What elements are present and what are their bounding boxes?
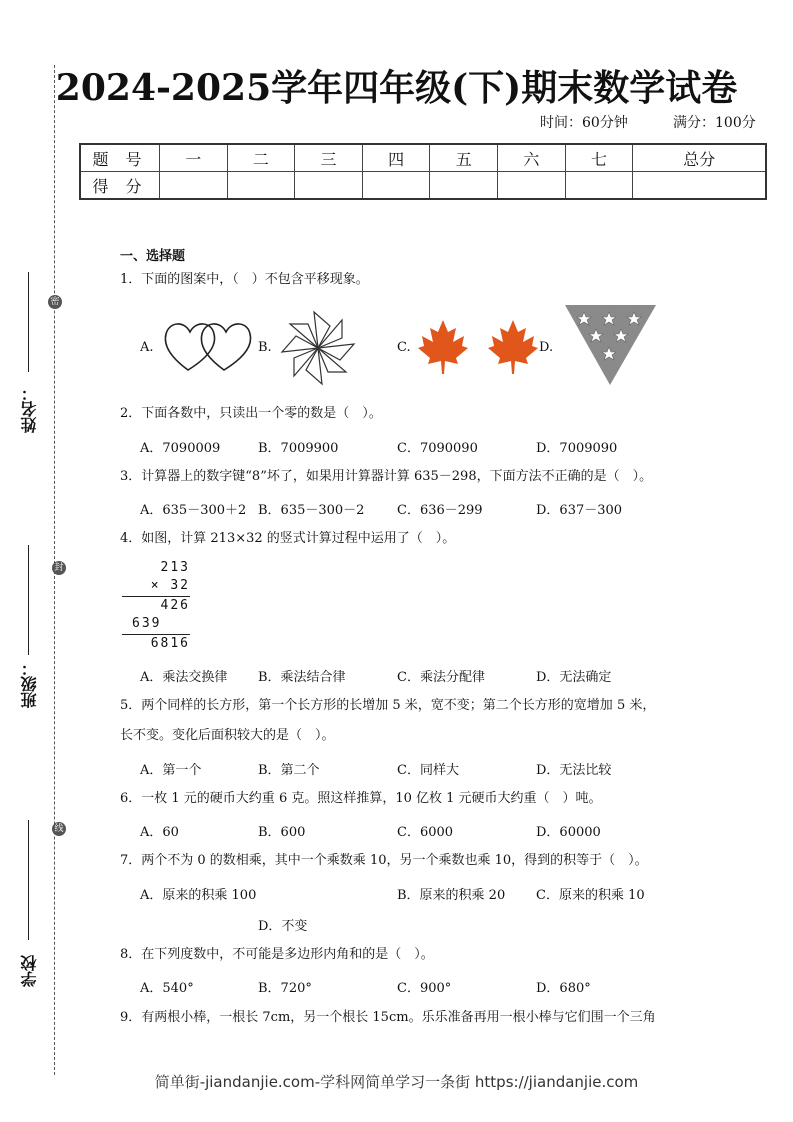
- question-7-stem: 7．两个不为 0 的数相乘，其中一个乘数乘 10，另一个乘数也乘 10，得到的积等于（ ）。: [120, 853, 648, 868]
- time-label: 时间：: [540, 115, 582, 131]
- footer-watermark: 简单街-jiandanjie.com-学科网简单学习一条街 https://jiandanjie.com: [154, 1073, 639, 1091]
- pinwheel-figure: [278, 308, 358, 388]
- score-input-cell[interactable]: [295, 172, 363, 200]
- class-underline: [28, 545, 29, 655]
- vertical-multiplication: [122, 560, 190, 654]
- score-input-cell[interactable]: [565, 172, 633, 200]
- score-cell-header: 二: [227, 144, 295, 172]
- q4-option-d: D．无法确定: [536, 670, 612, 685]
- q5-option-b: B．第二个: [258, 763, 320, 778]
- calc-line-2: × 32: [122, 578, 190, 597]
- q5-option-c: C．同样大: [397, 763, 459, 778]
- time-value: 60分钟: [582, 115, 628, 131]
- q6-option-d: D．60000: [536, 825, 601, 840]
- seal-mark-feng: 封: [52, 561, 66, 575]
- q4-option-b: B．乘法结合律: [258, 670, 346, 685]
- question-9-stem: 9．有两根小棒，一根长 7cm，另一个根长 15cm。乐乐准备再用一根小棒与它们围一个三角: [120, 1010, 656, 1025]
- q3-option-d: D．637－300: [536, 503, 623, 518]
- q2-option-d: D．7009090: [536, 441, 618, 456]
- score-input-cell[interactable]: [160, 172, 228, 200]
- score-info: [673, 112, 756, 132]
- q4-option-c: C．乘法分配律: [397, 670, 485, 685]
- score-cell-header: 五: [430, 144, 498, 172]
- q3-option-a: A．635－300＋2: [140, 503, 247, 518]
- q3-option-b: B．635－300－2: [258, 503, 365, 518]
- q8-option-d: D．680°: [536, 981, 591, 996]
- full-score-label: 满分：: [673, 115, 715, 131]
- q2-option-b: B．7009900: [258, 441, 339, 456]
- q1-option-b: B.: [258, 340, 272, 355]
- full-score-value: 100分: [715, 115, 756, 131]
- score-cell-header: 题 号: [80, 144, 160, 172]
- question-1-stem: 1．下面的图案中，（ ）不包含平移现象。: [120, 272, 369, 287]
- q6-option-c: C．6000: [397, 825, 454, 840]
- page-title: 2024-2025学年四年级(下)期末数学试卷: [55, 67, 738, 109]
- q2-option-a: A．7090009: [140, 441, 221, 456]
- score-cell-header: 三: [295, 144, 363, 172]
- q5-option-d: D．无法比较: [536, 763, 612, 778]
- score-cell-header: 总分: [633, 144, 766, 172]
- q6-option-a: A．60: [140, 825, 179, 840]
- q7-option-c: C．原来的积乘 10: [536, 888, 645, 903]
- q8-option-c: C．900°: [397, 981, 452, 996]
- score-input-cell[interactable]: [362, 172, 430, 200]
- seal-mark-mi: 密: [48, 295, 62, 309]
- q4-option-a: A．乘法交换律: [140, 670, 228, 685]
- question-4-stem: 4．如图，计算 213×32 的竖式计算过程中运用了（ ）。: [120, 531, 456, 546]
- score-cell-header: 七: [565, 144, 633, 172]
- score-input-cell[interactable]: [498, 172, 566, 200]
- q5-option-a: A．第一个: [140, 763, 202, 778]
- calc-line-5: 6816: [150, 636, 190, 651]
- q8-option-b: B．720°: [258, 981, 312, 996]
- name-underline: [28, 272, 29, 372]
- school-underline: [28, 820, 29, 940]
- calc-line-1: 213: [160, 560, 190, 575]
- score-input-cell[interactable]: [633, 172, 766, 200]
- score-row-label: 得 分: [80, 172, 160, 200]
- section-heading: 一、选择题: [120, 249, 186, 264]
- q8-option-a: A．540°: [140, 981, 194, 996]
- q1-option-c: C.: [397, 340, 411, 355]
- q2-option-c: C．7090090: [397, 441, 478, 456]
- question-5-stem-cont: 长不变。变化后面积较大的是（ ）。: [120, 728, 335, 743]
- score-cell-header: 一: [160, 144, 228, 172]
- question-6-stem: 6．一枚 1 元的硬币大约重 6 克。照这样推算，10 亿枚 1 元硬币大约重（ ）吨。: [120, 791, 602, 806]
- name-label: 姓名：: [20, 385, 39, 433]
- q7-option-b: B．原来的积乘 20: [397, 888, 506, 903]
- q1-option-a: A.: [140, 340, 154, 355]
- question-5-stem: 5．两个同样的长方形，第一个长方形的长增加 5 米，宽不变；第二个长方形的宽增加 5 米，: [120, 698, 656, 713]
- class-label: 班级：: [20, 660, 39, 708]
- score-input-cell[interactable]: [430, 172, 498, 200]
- seal-mark-xian: 线: [52, 822, 66, 836]
- star-triangle-figure: [563, 303, 658, 387]
- score-table-header-row: [80, 144, 766, 172]
- q3-option-c: C．636－299: [397, 503, 483, 518]
- calc-line-4: 639: [122, 616, 190, 635]
- score-cell-header: 六: [498, 144, 566, 172]
- school-label: 学校: [20, 955, 39, 987]
- question-8-stem: 8．在下列度数中，不可能是多边形内角和的是（ ）。: [120, 947, 434, 962]
- question-3-stem: 3．计算器上的数字键“8”坏了，如果用计算器计算 635－298，下面方法不正确的是（ ）。: [120, 469, 653, 484]
- score-table-score-row: [80, 172, 766, 200]
- q7-option-d: D．不变: [258, 919, 308, 934]
- double-heart-figure: [160, 318, 260, 374]
- score-input-cell[interactable]: [227, 172, 295, 200]
- score-table: [79, 143, 767, 200]
- q7-option-a: A．原来的积乘 100: [140, 888, 257, 903]
- q6-option-b: B．600: [258, 825, 306, 840]
- maple-leaves-figure: [418, 318, 538, 376]
- question-2-stem: 2．下面各数中，只读出一个零的数是（ ）。: [120, 406, 382, 421]
- q1-option-d: D.: [539, 340, 554, 355]
- calc-line-3: 426: [160, 598, 190, 613]
- score-cell-header: 四: [362, 144, 430, 172]
- time-info: [540, 112, 628, 132]
